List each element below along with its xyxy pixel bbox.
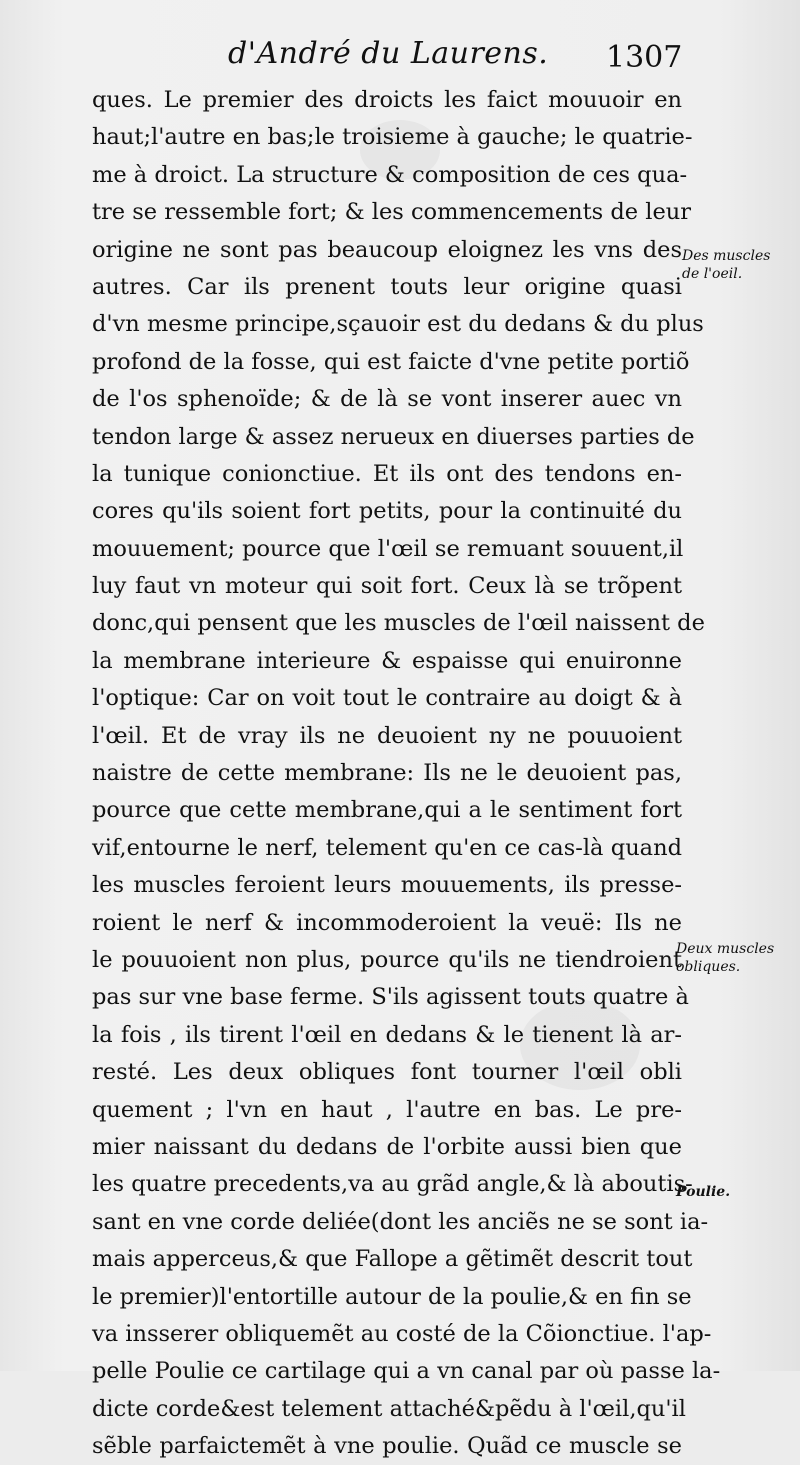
text-line: tendon large & assez nerueux en diuerses parties de xyxy=(92,423,695,450)
text-line: le pouuoient non plus, pource qu'ils ne tiendroient xyxy=(92,946,682,973)
text-line: cores qu'ils soient fort petits, pour la continuité du xyxy=(92,498,682,525)
page-header xyxy=(0,30,800,80)
text-line: pas sur vne base ferme. S'ils agissent touts quatre à xyxy=(92,984,689,1011)
text-line: la membrane interieure & espaisse qui enuironne xyxy=(92,647,682,674)
body-text xyxy=(92,82,721,1465)
text-line: tre se ressemble fort; & les commencements de leur xyxy=(92,199,692,226)
margin-note-obliques: Deux muscles obliques. xyxy=(676,941,775,975)
text-line: mais apperceus,& que Fallope a gẽtimẽt descrit tout xyxy=(92,1246,693,1273)
text-line: l'optique: Car on voit tout le contraire au doigt & à xyxy=(92,685,682,712)
running-head: d'André du Laurens. xyxy=(228,36,549,71)
text-line: les quatre precedents,va au grãd angle,& là aboutis- xyxy=(92,1171,693,1198)
text-line: la tunique conionctiue. Et ils ont des tendons en- xyxy=(92,460,682,487)
text-line: sant en vne corde deliée(dont les anciẽs ne se sont ia- xyxy=(92,1208,709,1235)
text-line: donc,qui pensent que les muscles de l'œil naissent de xyxy=(92,610,705,637)
text-line: le premier)l'entortille autour de la poulie,& en fin se xyxy=(92,1283,692,1310)
text-line: vif,entourne le nerf, telement qu'en ce cas-là quand xyxy=(92,834,682,861)
text-line: dicte corde&est telement attaché&pẽdu à l'œil,qu'il xyxy=(92,1395,686,1422)
text-line: l'œil. Et de vray ils ne deuoient ny ne pouuoient xyxy=(92,722,682,749)
text-line: ques. Le premier des droicts les faict mouuoir en xyxy=(92,87,682,113)
text-line: me à droict. La structure & composition de ces qua- xyxy=(92,161,688,188)
margin-note-poulie: Poulie. xyxy=(676,1184,731,1200)
text-line: mouuement; pource que l'œil se remuant souuent,il xyxy=(92,535,684,562)
text-line: d'vn mesme principe,sçauoir est du dedans & du plus xyxy=(92,311,704,338)
text-line: haut;l'autre en bas;le troisieme à gauche; le quatrie- xyxy=(92,124,693,151)
text-line: origine ne sont pas beaucoup eloignez les vns des xyxy=(92,236,682,263)
text-line: pelle Poulie ce cartilage qui a vn canal par où passe la- xyxy=(92,1358,721,1385)
text-line: sẽble parfaictemẽt à vne poulie. Quãd ce muscle se xyxy=(92,1433,682,1460)
text-line: autres. Car ils prenent touts leur origine quasi xyxy=(92,273,682,300)
text-line: pource que cette membrane,qui a le sentiment fort xyxy=(92,797,682,824)
text-line: les muscles feroient leurs mouuements, ils presse- xyxy=(92,872,682,899)
text-line: va insserer obliquemẽt au costé de la Cõionctiue. l'ap- xyxy=(92,1320,712,1347)
text-line: luy faut vn moteur qui soit fort. Ceux là se trõpent xyxy=(92,573,682,600)
page-number: 1307 xyxy=(606,40,683,75)
text-line: roient le nerf & incommoderoient la veuë: Ils ne xyxy=(92,909,682,936)
text-line: la fois , ils tirent l'œil en dedans & le tienent là ar- xyxy=(92,1021,682,1048)
text-line: de l'os sphenoïde; & de là se vont inserer auec vn xyxy=(92,386,682,413)
text-line: profond de la fosse, qui est faicte d'vne petite portiõ xyxy=(92,348,690,375)
text-line: resté. Les deux obliques font tourner l'œil obli xyxy=(92,1059,682,1086)
text-line: mier naissant du dedans de l'orbite aussi bien que xyxy=(92,1133,682,1160)
text-line: naistre de cette membrane: Ils ne le deuoient pas, xyxy=(92,760,682,787)
text-line: quement ; l'vn en haut , l'autre en bas. Le pre- xyxy=(92,1096,682,1123)
margin-note-muscles: Des muscles de l'oeil. xyxy=(682,248,771,282)
